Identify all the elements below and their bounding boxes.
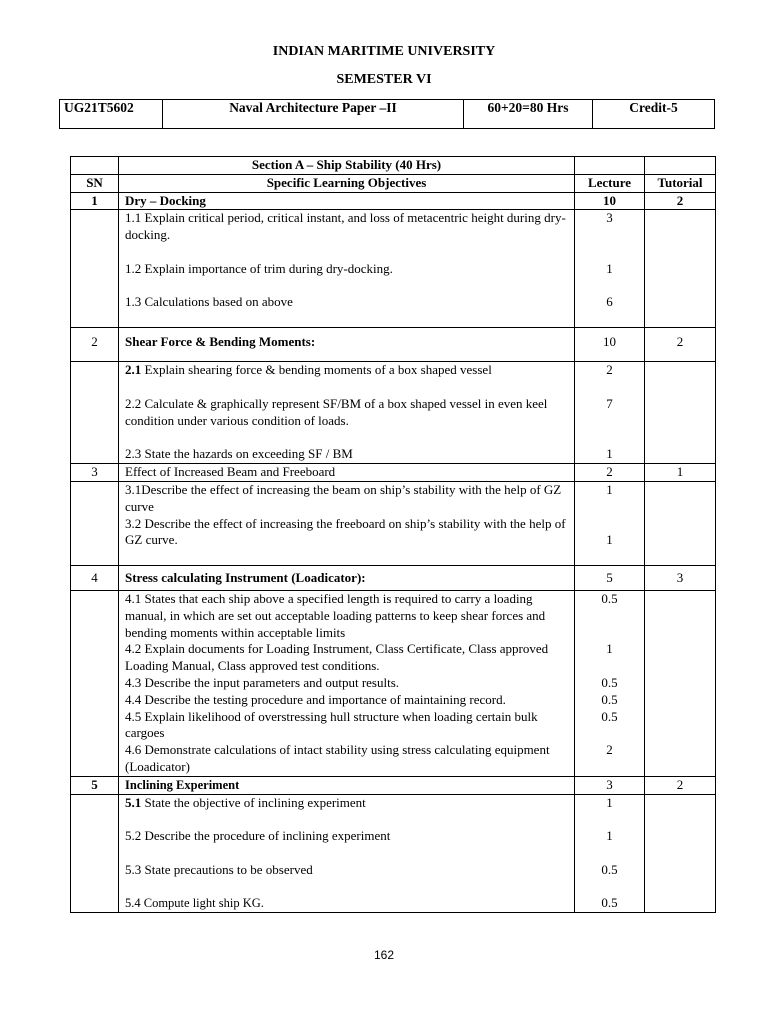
topic-title: Effect of Increased Beam and Freeboard <box>119 464 575 482</box>
topic-tutorial: 2 <box>645 192 716 210</box>
objective-lecture: 2 <box>606 362 613 378</box>
objective-lecture: 0.5 <box>601 708 618 724</box>
objective-item: 5.2 Describe the procedure of inclining experiment <box>125 828 391 844</box>
objectives-list <box>119 210 575 328</box>
topic-sn: 3 <box>71 464 119 482</box>
topic-tutorial: 3 <box>645 565 716 590</box>
objective-item: 2.2 Calculate & graphically represent SF/BM of a box shaped vessel in even keel condition under various condition of loads. <box>125 395 548 428</box>
objectives-list <box>119 362 575 464</box>
objectives-row <box>71 210 716 328</box>
objective-number: 2.1 <box>125 362 142 378</box>
objective-lecture: 1 <box>606 828 613 844</box>
objective-lecture: 0.5 <box>601 674 618 690</box>
topic-title: Shear Force & Bending Moments: <box>119 328 575 362</box>
objective-item: 1.3 Calculations based on above <box>125 294 293 310</box>
objective-number: 5.1 <box>125 794 142 810</box>
objective-item: 4.1 States that each ship above a specified length is required to carry a loading manual, in which are set out acceptable loading patterns to keep shear forces and bending moments within acceptable limits <box>125 590 546 640</box>
objective-item: 1.2 Explain importance of trim during dry-docking. <box>125 260 393 276</box>
objective-lectures <box>575 794 645 913</box>
course-title: Naval Architecture Paper –II <box>163 100 464 129</box>
header-objectives: Specific Learning Objectives <box>119 174 575 192</box>
course-info-table <box>59 99 715 129</box>
topic-lecture: 2 <box>575 464 645 482</box>
objective-lecture: 2 <box>606 742 613 758</box>
objective-lecture: 1 <box>606 794 613 810</box>
objectives-list <box>119 590 575 776</box>
topic-title: Inclining Experiment <box>119 776 575 794</box>
topic-lecture: 10 <box>575 192 645 210</box>
topic-sn: 4 <box>71 565 119 590</box>
topic-tutorial: 1 <box>645 464 716 482</box>
objective-lectures <box>575 590 645 776</box>
topic-lecture: 3 <box>575 776 645 794</box>
objective-item: 4.5 Explain likelihood of overstressing hull structure when loading certain bulk cargoes <box>125 708 538 741</box>
objectives-row <box>71 362 716 464</box>
objective-lecture: 1 <box>606 641 613 657</box>
topic-row <box>71 776 716 794</box>
objective-text: Explain shearing force & bending moments of a box shaped vessel <box>141 362 492 378</box>
page-number: 162 <box>373 948 395 962</box>
objective-lectures <box>575 210 645 328</box>
objective-item: 5.4 Compute light ship KG. <box>125 896 264 911</box>
topic-lecture: 10 <box>575 328 645 362</box>
topic-tutorial: 2 <box>645 776 716 794</box>
topic-title: Stress calculating Instrument (Loadicator): <box>119 565 575 590</box>
objective-item <box>125 362 568 379</box>
objective-item: 4.4 Describe the testing procedure and importance of maintaining record. <box>125 691 506 707</box>
objectives-list <box>119 794 575 913</box>
objective-lecture: 0.5 <box>601 895 618 911</box>
header-tutorial: Tutorial <box>645 174 716 192</box>
objective-item: 5.3 State precautions to be observed <box>125 861 313 877</box>
objective-lectures <box>575 362 645 464</box>
topic-title: Dry – Docking <box>119 192 575 210</box>
objectives-list <box>119 481 575 565</box>
topic-row <box>71 565 716 590</box>
header-sn: SN <box>71 174 119 192</box>
header-lecture: Lecture <box>575 174 645 192</box>
objective-lecture: 0.5 <box>601 861 618 877</box>
objective-lecture: 1 <box>606 481 613 497</box>
objective-item: 3.1Describe the effect of increasing the beam on ship’s stability with the help of GZ curve <box>125 481 562 514</box>
objective-lecture: 6 <box>606 294 613 310</box>
topic-sn: 5 <box>71 776 119 794</box>
section-header-row <box>71 157 716 175</box>
objective-lecture: 1 <box>606 446 613 462</box>
objective-lecture: 7 <box>606 395 613 411</box>
objective-item: 4.2 Explain documents for Loading Instrument, Class Certificate, Class approved Loading Manual, Class approved test conditions. <box>125 641 549 674</box>
topic-tutorial: 2 <box>645 328 716 362</box>
objective-lecture: 3 <box>606 210 613 226</box>
objective-item: 3.2 Describe the effect of increasing the freeboard on ship’s stability with the help of GZ curve. <box>125 515 566 548</box>
objective-lecture: 1 <box>606 532 613 548</box>
university-title: INDIAN MARITIME UNIVERSITY <box>272 44 496 59</box>
semester-title: SEMESTER VI <box>336 72 432 87</box>
topic-row <box>71 328 716 362</box>
objective-item: 1.1 Explain critical period, critical instant, and loss of metacentric height during dry-docking. <box>125 210 566 243</box>
course-code: UG21T5602 <box>60 100 163 129</box>
topic-row <box>71 464 716 482</box>
objective-lecture: 0.5 <box>601 691 618 707</box>
course-credit: Credit-5 <box>593 100 715 129</box>
topic-row <box>71 192 716 210</box>
objectives-row <box>71 481 716 565</box>
objective-text: State the objective of inclining experiment <box>141 794 366 810</box>
topic-sn: 1 <box>71 192 119 210</box>
course-hours: 60+20=80 Hrs <box>464 100 593 129</box>
objective-item: 4.3 Describe the input parameters and output results. <box>125 674 400 690</box>
column-header-row <box>71 174 716 192</box>
objective-item: 2.3 State the hazards on exceeding SF / BM <box>125 446 353 462</box>
section-title: Section A – Ship Stability (40 Hrs) <box>119 157 575 175</box>
objective-lectures <box>575 481 645 565</box>
objectives-row <box>71 794 716 913</box>
syllabus-table <box>70 156 716 913</box>
topic-sn: 2 <box>71 328 119 362</box>
objective-item <box>125 795 568 812</box>
objectives-row <box>71 590 716 776</box>
objective-item: 4.6 Demonstrate calculations of intact stability using stress calculating equipment (Loadicator) <box>125 742 550 774</box>
course-info-row <box>60 100 715 129</box>
topic-lecture: 5 <box>575 565 645 590</box>
objective-lecture: 1 <box>606 260 613 276</box>
objective-lecture: 0.5 <box>601 590 618 606</box>
